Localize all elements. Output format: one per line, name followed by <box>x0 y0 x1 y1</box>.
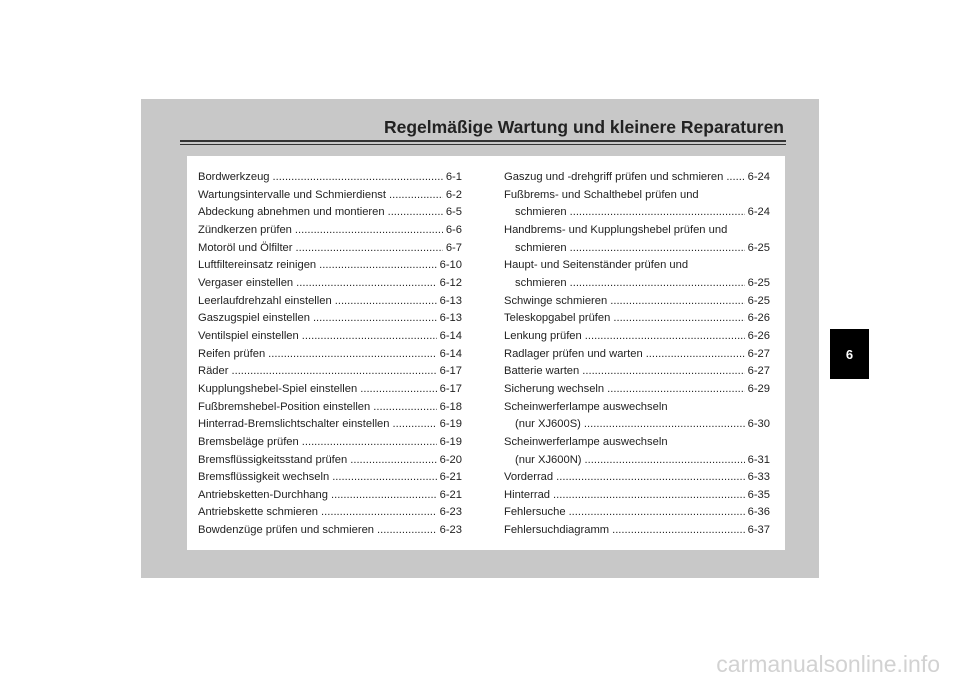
dot-leader <box>388 204 443 222</box>
dot-leader <box>350 452 436 470</box>
toc-entry[interactable] <box>198 416 462 434</box>
toc-entry[interactable] <box>504 346 770 364</box>
toc-entry[interactable] <box>198 328 462 346</box>
toc-entry-page: 6-23 <box>439 524 462 537</box>
toc-entry[interactable] <box>198 504 462 522</box>
toc-entry-page: 6-2 <box>445 188 462 201</box>
toc-entry-title: Hinterrad-Bremslichtschalter einstellen <box>198 418 390 431</box>
toc-entry-title: Fehlersuchdiagramm <box>504 524 610 537</box>
toc-entry-title: Kupplungshebel-Spiel einstellen <box>198 382 358 395</box>
toc-entry-page: 6-17 <box>439 365 462 378</box>
toc-entry[interactable] <box>504 434 770 469</box>
toc-entry[interactable] <box>198 187 462 205</box>
dot-leader <box>231 363 436 381</box>
dot-leader <box>302 328 437 346</box>
toc-entry-page: 6-35 <box>747 488 770 501</box>
toc-entry-title: Gaszug und -drehgriff prüfen und schmieren <box>504 171 724 183</box>
dot-leader <box>726 169 744 187</box>
dot-leader <box>360 381 436 399</box>
dot-leader <box>335 293 437 311</box>
toc-entry-page: 6-21 <box>439 471 462 484</box>
dot-leader <box>553 487 745 505</box>
dot-leader <box>302 434 437 452</box>
toc-entry-title: Bremsflüssigkeitsstand prüfen <box>198 453 348 466</box>
toc-entry-title: Fußbrems- und Schalthebel prüfen und <box>504 188 699 201</box>
dot-leader <box>313 310 437 328</box>
toc-entry[interactable] <box>504 257 770 292</box>
toc-entry-page: 6-17 <box>439 382 462 395</box>
toc-entry-title: Handbrems- und Kupplungshebel prüfen und <box>504 223 728 236</box>
toc-entry[interactable] <box>504 381 770 399</box>
toc-column-right <box>504 169 770 540</box>
toc-entry-title: Gaszugspiel einstellen <box>198 312 310 325</box>
toc-entry[interactable] <box>198 487 462 505</box>
toc-entry-page: 6-27 <box>747 347 770 360</box>
toc-entry[interactable] <box>504 399 770 434</box>
toc-entry[interactable] <box>504 487 770 505</box>
toc-entry[interactable] <box>198 240 462 258</box>
dot-leader <box>319 257 436 275</box>
toc-entry-page: 6-18 <box>439 400 462 413</box>
toc-entry-title: Teleskopgabel prüfen <box>504 312 611 325</box>
toc-entry[interactable] <box>198 310 462 328</box>
toc-entry-title: Wartungsintervalle und Schmierdienst <box>198 188 386 201</box>
chapter-tab[interactable] <box>830 329 869 379</box>
dot-leader <box>556 469 744 487</box>
toc-entry-title: Bremsbeläge prüfen <box>198 435 299 448</box>
toc-entry[interactable] <box>198 222 462 240</box>
toc-entry[interactable] <box>504 187 770 222</box>
toc-entry-page: 6-13 <box>439 312 462 325</box>
toc-entry-page: 6-25 <box>747 294 770 307</box>
toc-entry[interactable] <box>198 522 462 540</box>
toc-entry-page: 6-24 <box>747 206 770 219</box>
dot-leader <box>612 522 745 540</box>
toc-entry-page: 6-37 <box>747 524 770 537</box>
toc-entry-title-continued: schmieren <box>515 276 567 289</box>
dot-leader <box>582 363 744 381</box>
toc-entry-title: Vergaser einstellen <box>198 276 294 289</box>
toc-entry-title: Bordwerkzeug <box>198 171 270 183</box>
dot-leader <box>570 240 745 258</box>
toc-entry-title: Scheinwerferlampe auswechseln <box>504 400 668 413</box>
toc-entry-page: 6-36 <box>747 506 770 519</box>
toc-entry-title-continued: schmieren <box>515 241 567 254</box>
toc-entry-page: 6-12 <box>439 276 462 289</box>
page-title: Regelmäßige Wartung und kleinere Reparaturen <box>384 117 784 137</box>
toc-entry-title: Ventilspiel einstellen <box>198 329 299 342</box>
dot-leader <box>569 504 745 522</box>
toc-entry[interactable] <box>198 381 462 399</box>
toc-entry-page: 6-27 <box>747 365 770 378</box>
toc-entry-title: Reifen prüfen <box>198 347 266 360</box>
toc-entry-page: 6-13 <box>439 294 462 307</box>
toc-entry-page: 6-21 <box>439 488 462 501</box>
dot-leader <box>331 487 437 505</box>
toc-entry-page: 6-6 <box>445 223 462 236</box>
toc-entry-title: Haupt- und Seitenständer prüfen und <box>504 259 689 272</box>
toc-entry-title: Abdeckung abnehmen und montieren <box>198 206 385 219</box>
toc-column-left <box>198 169 462 540</box>
toc-entry[interactable] <box>198 469 462 487</box>
dot-leader <box>273 169 443 187</box>
toc-entry-page: 6-14 <box>439 347 462 360</box>
dot-leader <box>393 416 437 434</box>
chapter-number: 6 <box>845 346 854 362</box>
toc-entry-page: 6-24 <box>747 171 770 183</box>
toc-entry-page: 6-29 <box>747 382 770 395</box>
toc-entry[interactable] <box>198 293 462 311</box>
toc-entry-title: Scheinwerferlampe auswechseln <box>504 435 668 448</box>
toc-entry-page: 6-25 <box>747 241 770 254</box>
toc-entry[interactable] <box>504 169 770 187</box>
toc-entry-page: 6-20 <box>439 453 462 466</box>
toc-entry[interactable] <box>198 257 462 275</box>
toc-entry[interactable] <box>198 275 462 293</box>
toc-entry[interactable] <box>198 363 462 381</box>
toc-entry[interactable] <box>504 310 770 328</box>
toc-entry[interactable] <box>504 504 770 522</box>
toc-entry-page: 6-1 <box>445 171 462 183</box>
toc-entry-title: Fußbremshebel-Position einstellen <box>198 400 371 413</box>
toc-entry-page: 6-19 <box>439 435 462 448</box>
dot-leader <box>585 328 745 346</box>
dot-leader <box>389 187 443 205</box>
toc-entry-title-continued: (nur XJ600N) <box>515 453 582 466</box>
toc-entry-page: 6-14 <box>439 329 462 342</box>
toc-entry-page: 6-26 <box>747 312 770 325</box>
toc-entry[interactable] <box>198 169 462 187</box>
toc-entry-title: Räder <box>198 365 229 378</box>
toc-entry[interactable] <box>198 452 462 470</box>
dot-leader <box>646 346 745 364</box>
toc-entry-title: Sicherung wechseln <box>504 382 605 395</box>
toc-entry-title: Zündkerzen prüfen <box>198 223 292 236</box>
toc-entry-page: 6-7 <box>445 241 462 254</box>
toc-entry-title: Leerlaufdrehzahl einstellen <box>198 294 332 307</box>
toc-entry-title: Luftfiltereinsatz reinigen <box>198 259 317 272</box>
dot-leader <box>610 293 744 311</box>
toc-entry-title-continued: schmieren <box>515 206 567 219</box>
dot-leader <box>332 469 436 487</box>
toc-entry-page: 6-19 <box>439 418 462 431</box>
header-rule-thin <box>180 144 786 145</box>
dot-leader <box>377 522 437 540</box>
toc-entry-title-continued: (nur XJ600S) <box>515 418 581 431</box>
toc-entry-title: Fehlersuche <box>504 506 566 519</box>
dot-leader <box>613 310 744 328</box>
toc-entry-page: 6-30 <box>747 418 770 431</box>
toc-entry-page: 6-33 <box>747 471 770 484</box>
toc-entry[interactable] <box>504 363 770 381</box>
dot-leader <box>607 381 744 399</box>
dot-leader <box>295 222 443 240</box>
dot-leader <box>268 346 436 364</box>
toc-entry-page: 6-23 <box>439 506 462 519</box>
toc-entry-title: Radlager prüfen und warten <box>504 347 643 360</box>
toc-entry-title: Lenkung prüfen <box>504 329 582 342</box>
toc-entry[interactable] <box>198 346 462 364</box>
toc-entry[interactable] <box>198 399 462 417</box>
watermark: carmanualsonline.info <box>716 651 940 677</box>
toc-entry-title: Batterie warten <box>504 365 580 378</box>
toc-entry-page: 6-10 <box>439 259 462 272</box>
toc-entry[interactable] <box>504 469 770 487</box>
dot-leader <box>373 399 436 417</box>
toc-entry-page: 6-31 <box>747 453 770 466</box>
toc-entry-page: 6-25 <box>747 276 770 289</box>
toc-entry-title: Vorderrad <box>504 471 554 484</box>
toc-entry-page: 6-5 <box>445 206 462 219</box>
toc-entry-title: Hinterrad <box>504 488 551 501</box>
dot-leader <box>570 275 745 293</box>
toc-entry[interactable] <box>504 522 770 540</box>
dot-leader <box>570 204 745 222</box>
toc-entry-title: Bowdenzüge prüfen und schmieren <box>198 524 375 537</box>
toc-entry[interactable] <box>504 328 770 346</box>
toc-entry-title: Schwinge schmieren <box>504 294 608 307</box>
toc-entry[interactable] <box>504 222 770 257</box>
toc-entry[interactable] <box>504 293 770 311</box>
toc-entry-title: Motoröl und Ölfilter <box>198 241 293 254</box>
toc-entry-page: 6-26 <box>747 329 770 342</box>
dot-leader <box>585 452 745 470</box>
dot-leader <box>584 416 745 434</box>
toc-entry-title: Bremsflüssigkeit wechseln <box>198 471 330 484</box>
toc-entry[interactable] <box>198 204 462 222</box>
toc-entry-title: Antriebsketten-Durchhang <box>198 488 328 501</box>
dot-leader <box>321 504 437 522</box>
toc-entry[interactable] <box>198 434 462 452</box>
toc-entry-title: Antriebskette schmieren <box>198 506 319 519</box>
dot-leader <box>296 275 436 293</box>
header-rule <box>180 140 786 142</box>
dot-leader <box>296 240 443 258</box>
